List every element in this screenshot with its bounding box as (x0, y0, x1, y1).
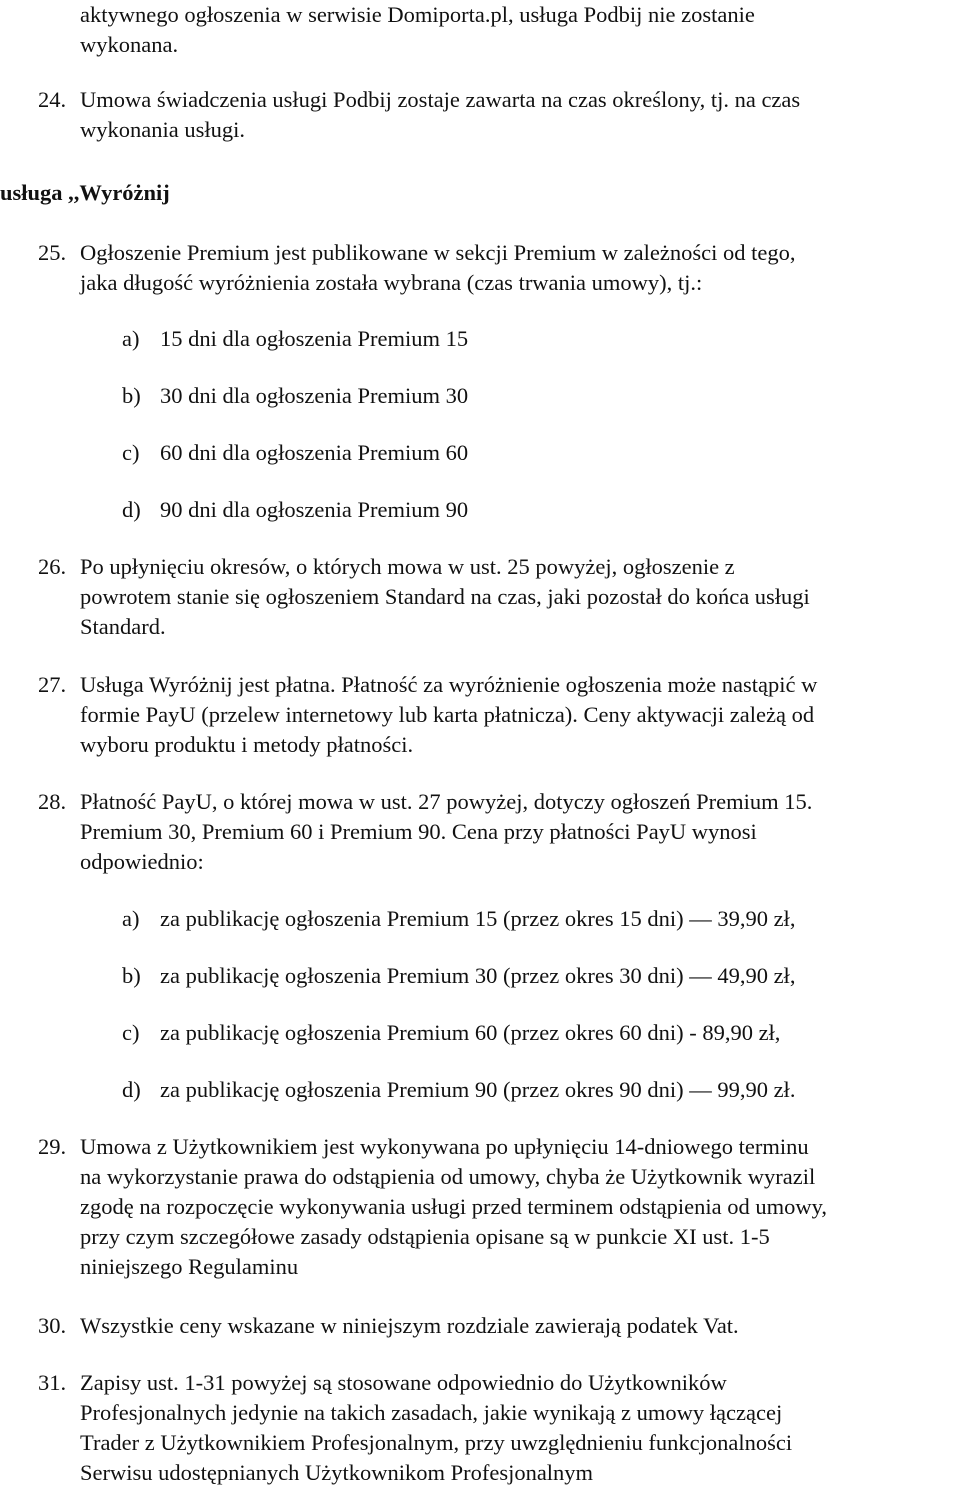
text-line: jaka długość wyróżnienia została wybrana (czas trwania umowy), tj.: (80, 270, 703, 295)
text-line: Zapisy ust. 1-31 powyżej są stosowane odpowiednio do Użytkowników (80, 1370, 727, 1395)
paragraph-body (80, 238, 960, 298)
text-line: odpowiednio: (80, 849, 204, 874)
paragraph-body (80, 0, 960, 60)
text-line: Ogłoszenie Premium jest publikowane w sekcji Premium w zależności od tego, (80, 240, 796, 265)
text-line: aktywnego ogłoszenia w serwisie Domiporta.pl, usługa Podbij nie zostanie (80, 2, 755, 27)
list-letter: b) (122, 963, 141, 988)
list-text: 60 dni dla ogłoszenia Premium 60 (160, 440, 469, 465)
section-heading: usługa ,,Wyróżnij (0, 180, 170, 205)
text-line: niniejszego Regulaminu (80, 1254, 299, 1279)
paragraph-body (80, 1132, 960, 1282)
text-line: przy czym szczegółowe zasady odstąpienia opisane są w punkcie XI ust. 1-5 (80, 1224, 770, 1249)
list-letter: d) (122, 1077, 141, 1102)
paragraph-number: 26. (38, 554, 67, 579)
paragraph-number: 31. (38, 1370, 67, 1395)
list-letter: a) (122, 326, 140, 351)
paragraph-number: 25. (38, 240, 67, 265)
text-line: formie PayU (przelew internetowy lub karta płatnicza). Ceny aktywacji zależą od (80, 702, 815, 727)
list-letter: c) (122, 440, 140, 465)
text-line: wykonania usługi. (80, 117, 245, 142)
list-text: 30 dni dla ogłoszenia Premium 30 (160, 383, 469, 408)
paragraph-number: 30. (38, 1313, 67, 1338)
text-line: Po upłynięciu okresów, o których mowa w ust. 25 powyżej, ogłoszenie z (80, 554, 735, 579)
paragraph-number: 28. (38, 789, 67, 814)
paragraph-body (80, 670, 960, 760)
list-text: za publikację ogłoszenia Premium 60 (przez okres 60 dni) - 89,90 zł, (160, 1020, 781, 1045)
text-line: Płatność PayU, o której mowa w ust. 27 powyżej, dotyczy ogłoszeń Premium 15. (80, 789, 813, 814)
text-line: Premium 30, Premium 60 i Premium 90. Cena przy płatności PayU wynosi (80, 819, 757, 844)
list-text: 90 dni dla ogłoszenia Premium 90 (160, 497, 469, 522)
text-line: Profesjonalnych jedynie na takich zasadach, jakie wynikają z umowy łączącej (80, 1400, 783, 1425)
text-line: na wykorzystanie prawa do odstąpienia od umowy, chyba że Użytkownik wyrazil (80, 1164, 816, 1189)
paragraph-body (80, 787, 960, 877)
list-letter: a) (122, 906, 140, 931)
text-line: wyboru produktu i metody płatności. (80, 732, 414, 757)
text-line: Serwisu udostępnianych Użytkownikom Profesjonalnym (80, 1460, 594, 1485)
paragraph-body (80, 1311, 960, 1341)
paragraph-number: 24. (38, 87, 67, 112)
paragraph-body (80, 1368, 960, 1488)
paragraph-number: 27. (38, 672, 67, 697)
text-line: Trader z Użytkownikiem Profesjonalnym, przy uwzględnieniu funkcjonalności (80, 1430, 793, 1455)
list-letter: d) (122, 497, 141, 522)
text-line: powrotem stanie się ogłoszeniem Standard na czas, jaki pozostał do końca usługi (80, 584, 810, 609)
paragraph-body (80, 552, 960, 642)
text-line: Wszystkie ceny wskazane w niniejszym rozdziale zawierają podatek Vat. (80, 1313, 739, 1338)
list-letter: b) (122, 383, 141, 408)
text-line: Usługa Wyróżnij jest płatna. Płatność za wyróżnienie ogłoszenia może nastąpić w (80, 672, 818, 697)
list-letter: c) (122, 1020, 140, 1045)
list-text: za publikację ogłoszenia Premium 90 (przez okres 90 dni) — 99,90 zł. (160, 1077, 796, 1102)
text-line: Umowa świadczenia usługi Podbij zostaje zawarta na czas określony, tj. na czas (80, 87, 801, 112)
paragraph-body (80, 85, 960, 145)
list-text: za publikację ogłoszenia Premium 30 (przez okres 30 dni) — 49,90 zł, (160, 963, 796, 988)
paragraph-number: 29. (38, 1134, 67, 1159)
list-text: 15 dni dla ogłoszenia Premium 15 (160, 326, 469, 351)
text-line: wykonana. (80, 32, 179, 57)
text-line: Umowa z Użytkownikiem jest wykonywana po upłynięciu 14-dniowego terminu (80, 1134, 809, 1159)
list-text: za publikację ogłoszenia Premium 15 (przez okres 15 dni) — 39,90 zł, (160, 906, 796, 931)
text-line: zgodę na rozpoczęcie wykonywania usługi przed terminem odstąpienia od umowy, (80, 1194, 828, 1219)
text-line: Standard. (80, 614, 166, 639)
